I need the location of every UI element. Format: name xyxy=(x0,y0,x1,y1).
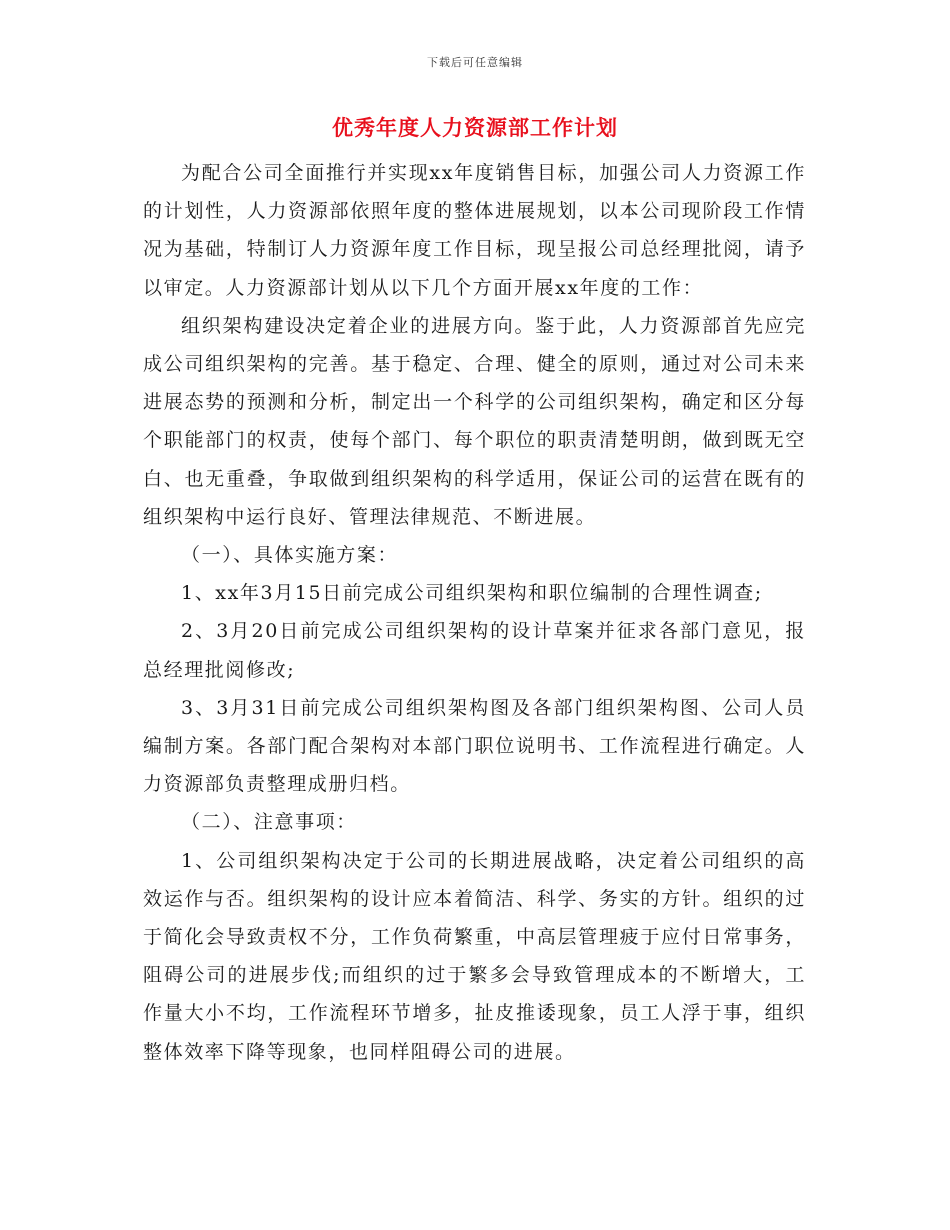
section-heading-implementation: （一）、具体实施方案： xyxy=(181,544,399,567)
paragraph-org-structure: 组织架构建设决定着企业的进展方向。鉴于此，人力资源部首先应完成公司组织架构的完善。基于稳定、合理、健全的原则，通过对公司未来进展态势的预测和分析，制定出一个科学的公司组织架构，确定和区分每个职能部门的权责，使每个部门、每个职位的职责清楚明朗，做到既无空白、也无重叠，争取做到组织架构的科学适用，保证公司的运营在既有的组织架构中运行良好、管理法律规范、不断进展。 xyxy=(143,314,806,528)
list-item-step-2: 2、3月20日前完成公司组织架构的设计草案并征求各部门意见，报总经理批阅修改; xyxy=(143,620,806,681)
document-title: 优秀年度人力资源部工作计划 xyxy=(332,115,618,140)
page-header-note: 下载后可任意编辑 xyxy=(427,56,523,69)
list-item-note-1: 1、公司组织架构决定于公司的长期进展战略，决定着公司组织的高效运作与否。组织架构的设计应本着简洁、科学、务实的方针。组织的过于简化会导致责权不分，工作负荷繁重，中高层管理疲于应付日常事务，阻碍公司的进展步伐;而组织的过于繁多会导致管理成本的不断增大，工作量大小不均，工作流程环节增多，扯皮推诿现象，员工人浮于事，组织整体效率下降等现象，也同样阻碍公司的进展。 xyxy=(143,849,806,1063)
paragraph-intro: 为配合公司全面推行并实现xx年度销售目标，加强公司人力资源工作的计划性，人力资源部依照年度的整体进展规划，以本公司现阶段工作情况为基础，特制订人力资源年度工作目标，现呈报公司总经理批阅，请予以审定。人力资源部计划从以下几个方面开展xx年度的工作： xyxy=(143,162,806,299)
list-item-step-1: 1、xx年3月15日前完成公司组织架构和职位编制的合理性调查; xyxy=(181,582,763,605)
section-heading-notes: （二）、注意事项： xyxy=(181,811,357,834)
document-body xyxy=(143,154,806,1071)
list-item-step-3: 3、3月31日前完成公司组织架构图及各部门组织架构图、公司人员编制方案。各部门配合架构对本部门职位说明书、工作流程进行确定。人力资源部负责整理成册归档。 xyxy=(143,696,806,796)
